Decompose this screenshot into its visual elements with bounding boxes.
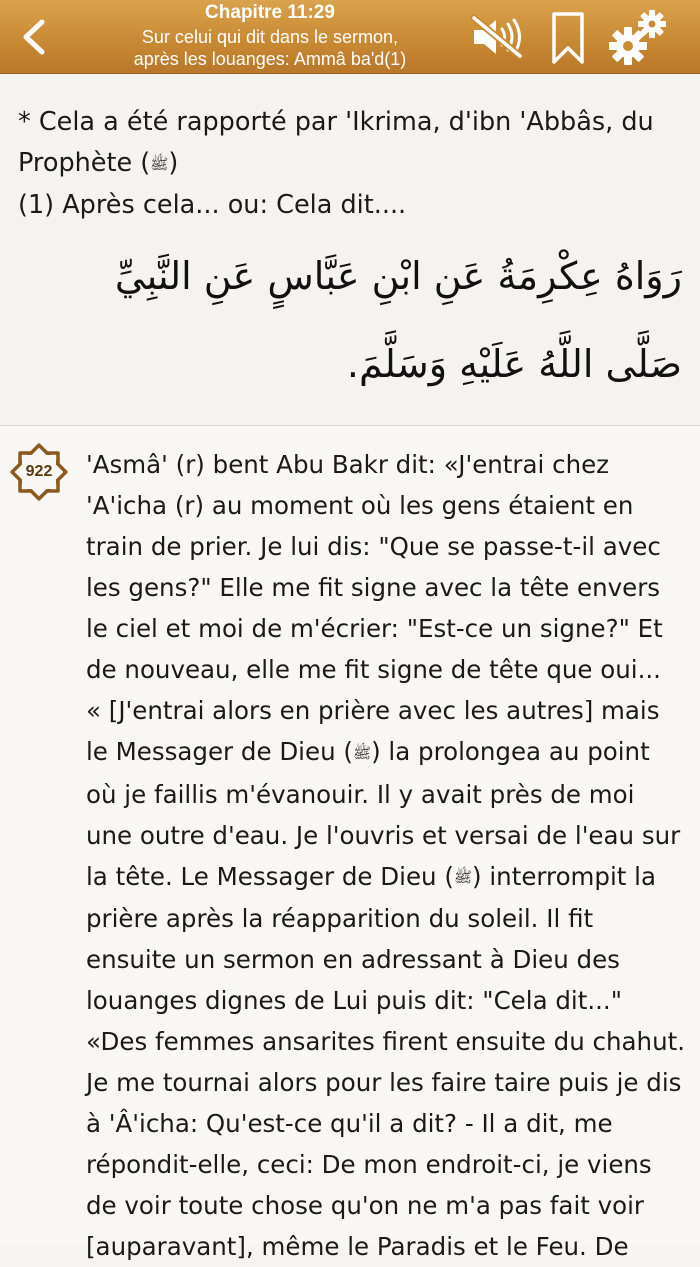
chapter-note — [0, 74, 700, 426]
hadith-number: 922 — [25, 463, 53, 480]
bookmark-icon — [548, 10, 588, 66]
hadith-text-part-3: ) interrompit la prière après la réapparition du soleil. Il fit ensuite un sermon en adressant à Dieu des louanges dignes de Lui puis dit: "Cela dit..." «Des femmes ansarites firent ensuite du chahut. Je me tournai alors pour les faire taire puis je dis à 'Â'icha: Qu'est-ce qu'il a dit? - Il a dit, me répondit-elle, ceci: De mon endroit-ci, je viens de voir toute chose qu'on ne m'a pas fait voir [auparavant], même le Paradis et le Feu. De — [86, 861, 685, 1261]
note-line-2 — [18, 143, 688, 185]
chapter-title-line1: Sur celui qui dit dans le sermon, — [141, 27, 399, 47]
salla-icon: ﷺ — [352, 743, 372, 762]
speaker-muted-icon — [468, 14, 528, 60]
back-button[interactable] — [14, 14, 54, 60]
salla-icon: ﷺ — [150, 154, 169, 173]
hadith-text — [86, 444, 686, 1267]
status-time: Chapitre 11:29 — [205, 2, 335, 23]
header-bar — [0, 0, 700, 74]
note-text — [18, 102, 688, 226]
note-line-3: (1) Après cela... ou: Cela dit.... — [18, 189, 407, 220]
chapter-title — [90, 26, 450, 70]
chevron-left-icon — [14, 14, 54, 60]
hadith-text-part-1: 'Asmâ' (r) bent Abu Bakr dit: «J'entrai chez 'A'icha (r) au moment où les gens étaient en train de prier. Je lui dis: "Que se passe-t-il avec les gens?" Elle me fit signe avec la tête envers le ciel et moi de m'écrier: "Est-ce un signe?" Et de nouveau, elle me fit signe de tête que oui... « [J'entrai alors en prière avec les autres] mais le Messager de Dieu ( — [86, 450, 663, 766]
hadith-card — [0, 426, 700, 1261]
arabic-text: رَوَاهُ عِكْرِمَةُ عَنِ ابْنِ عَبَّاسٍ عَنِ النَّبِيِّ صَلَّى اللَّهُ عَلَيْهِ وَسَلَّمَ. — [114, 254, 682, 386]
hadith-number-badge — [6, 442, 72, 502]
note-line-2-suffix: ) — [168, 148, 179, 178]
note-line-2-prefix: Prophète ( — [18, 148, 151, 178]
salla-icon: ﷺ — [453, 868, 473, 886]
gears-icon — [608, 8, 670, 66]
hadith-text-part-2: ) la prolongea au point où je faillis m'évanouir. Il y avait près de moi une outre d'eau. Je l'ouvris et versai de l'eau sur la tête. Le Messager de Dieu ( — [86, 737, 681, 891]
settings-button[interactable] — [608, 8, 670, 66]
mute-button[interactable] — [468, 14, 528, 60]
bookmark-button[interactable] — [548, 10, 588, 66]
note-line-1: * Cela a été rapporté par 'Ikrima, d'ibn 'Abbâs, du — [18, 107, 654, 137]
chapter-title-line2: après les louanges: Ammâ ba'd(1) — [133, 49, 407, 69]
